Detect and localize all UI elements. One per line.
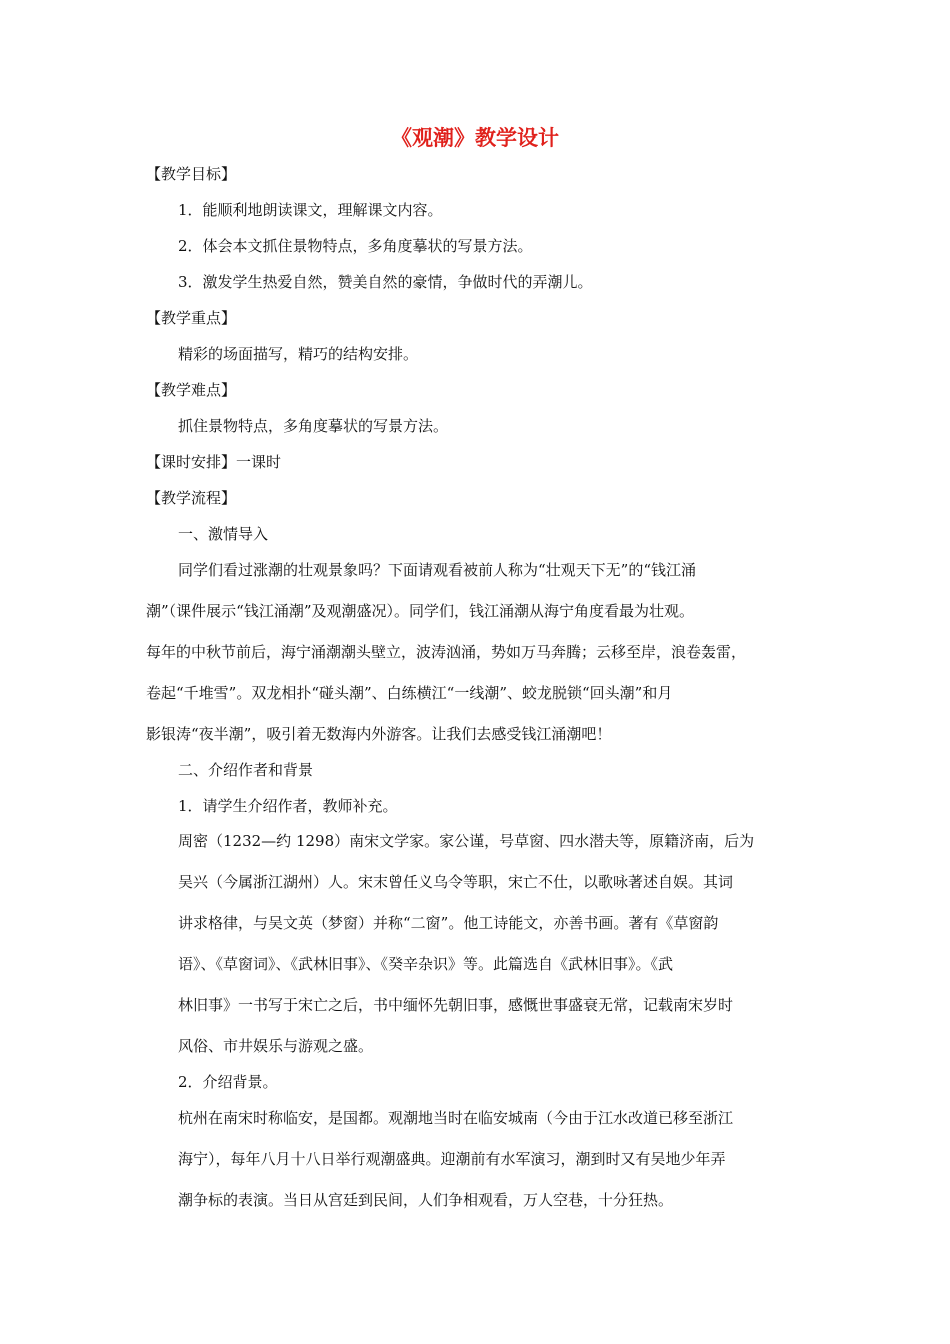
goal-item-3: 3．激发学生热爱自然，赞美自然的豪情，争做时代的弄潮儿。 [178,273,593,291]
step-2-heading: 二、介绍作者和背景 [178,761,314,779]
intro-line: 潮”（课件展示“钱江涌潮”及观潮盛况）。同学们，钱江涌潮从海宁角度看最为壮观。 [146,602,695,620]
background-line: 海宁），每年八月十八日举行观潮盛典。迎潮前有水军演习，潮到时又有吴地少年弄 [178,1150,726,1168]
background-line: 杭州在南宋时称临安，是国都。观潮地当时在临安城南（今由于江水改道已移至浙江 [178,1109,734,1127]
schedule-line: 【课时安排】一课时 [146,453,282,471]
goal-item-2: 2．体会本文抓住景物特点，多角度摹状的写景方法。 [178,237,533,255]
goals-heading: 【教学目标】 [146,165,237,183]
intro-line: 同学们看过涨潮的壮观景象吗？下面请观看被前人称为“壮观天下无”的“钱江涌 [178,561,697,579]
author-line: 语》、《草窗词》、《武林旧事》、《癸辛杂识》等。此篇选自《武林旧事》。《武 [178,955,674,973]
intro-line: 每年的中秋节前后，海宁涌潮潮头壁立，波涛汹涌，势如万马奔腾；云移至岸，浪卷轰雷， [146,643,747,661]
difficulty-text: 抓住景物特点，多角度摹状的写景方法。 [178,417,449,435]
intro-line: 影银涛“夜半潮”，吸引着无数海内外游客。让我们去感受钱江涌潮吧！ [146,725,612,743]
focus-text: 精彩的场面描写，精巧的结构安排。 [178,345,419,363]
author-line: 周密（1232—约 1298）南宋文学家。家公谨，号草窗、四水潜夫等，原籍济南，后为 [178,832,755,850]
goal-item-1: 1．能顺利地朗读课文，理解课文内容。 [178,201,443,219]
difficulty-heading: 【教学难点】 [146,381,237,399]
document-title: 《观潮》教学设计 [391,125,559,150]
background-item: 2．介绍背景。 [178,1073,278,1091]
author-line: 讲求格律，与吴文英（梦窗）并称“二窗”。他工诗能文，亦善书画。著有《草窗韵 [178,914,719,932]
process-heading: 【教学流程】 [146,489,237,507]
background-line: 潮争标的表演。当日从宫廷到民间，人们争相观看，万人空巷，十分狂热。 [178,1191,674,1209]
author-line: 吴兴（今属浙江湖州）人。宋末曾任义乌令等职，宋亡不仕，以歌咏著述自娱。其词 [178,873,734,891]
author-line: 林旧事》一书写于宋亡之后，书中缅怀先朝旧事，感慨世事盛衰无常，记载南宋岁时 [178,996,734,1014]
author-line: 风俗、市井娱乐与游观之盛。 [178,1037,374,1055]
step-1-heading: 一、激情导入 [178,525,269,543]
author-item: 1．请学生介绍作者，教师补充。 [178,797,398,815]
focus-heading: 【教学重点】 [146,309,237,327]
intro-line: 卷起“千堆雪”。双龙相扑“碰头潮”、白练横江“一线潮”、蛟龙脱锁“回头潮”和月 [146,684,673,702]
